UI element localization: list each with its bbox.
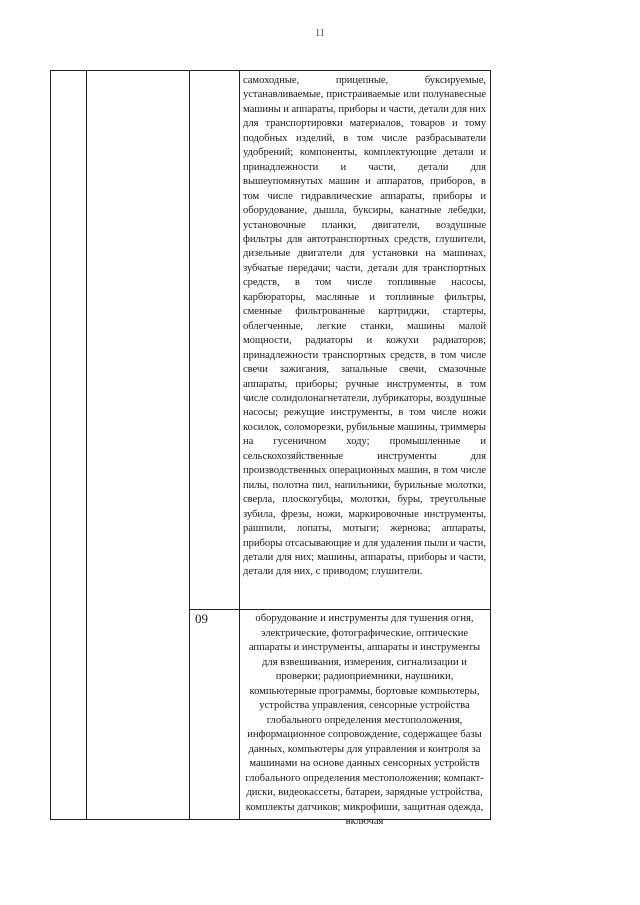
classification-table (50, 70, 491, 827)
goods-description-cell: самоходные, прицепные, буксируемые, устанавливаемые, пристраиваемые или полунавесные машины и аппараты, приборы и части, детали для них для транспортировки материалов, товаров и тому подобных изделий, в том числе разбрасыватели удобрений; компоненты, комплектующие детали и принадлежности и части, детали для вышеупомянутых машин и аппаратов, приборов, в том числе гидравлические аппараты, приборы и оборудование, дышла, буксиры, канатные лебедки, установочные планки, двигатели, воздушные фильтры для автотранспортных средств, глушители, дизельные двигатели для установки на машинах, зубчатые передачи; части, детали для транспортных средств, в том числе топливные насосы, карбюраторы, масляные и топливные фильтры, сменные фильтрованные картриджи, стартеры, облегченные, легкие станки, машины малой мощности, радиаторы и кожухи радиаторов; принадлежности транспортных средств, в том числе свечи зажигания, запальные свечи, смазочные аппараты, приборы; ручные инструменты, в том числе солидолонагнетатели, лубрикаторы, воздушные насосы; режущие инструменты, в том числе ножи косилок, соломорезки, рубильные машины, триммеры на гусеничном ходу; промышленные и сельскохозяйственные инструменты для производственных операционных машин, в том числе пилы, полотна пил, напильники, бурильные молотки, сверла, плоскогубцы, молотки, буры, треугольные зубила, фрезы, ножи, маркировочные инструменты, рашпили, лопаты, мотыги; жернова; аппараты, приборы отсасывающие и для удаления пыли и части, детали для них; машины, аппараты, приборы и части, детали для них, с приводом; глушители. (243, 75, 486, 578)
column-divider (189, 71, 190, 819)
page-number: 11 (315, 28, 325, 39)
class-code-cell: 09 (195, 611, 208, 626)
goods-description-cell: оборудование и инструменты для тушения огня, электрические, фотографические, оптические аппараты и инструменты, аппараты и инструменты для взвешивания, измерения, сигнализации и проверки; радиоприемники, наушники, компьютерные программы, бортовые компьютеры, устройства управления, сенсорные устройства глобального определения местоположения, информационное сопровождение, содержащее базы данных, компьютеры для управления и контроля за машинами на основе данных сенсорных устройств глобального определения местоположения; компакт-диски, видеокассеты, батареи, зарядные устройства, комплекты датчиков; микрофиши, защитная одежда, включая (245, 613, 484, 827)
column-divider (86, 71, 87, 819)
